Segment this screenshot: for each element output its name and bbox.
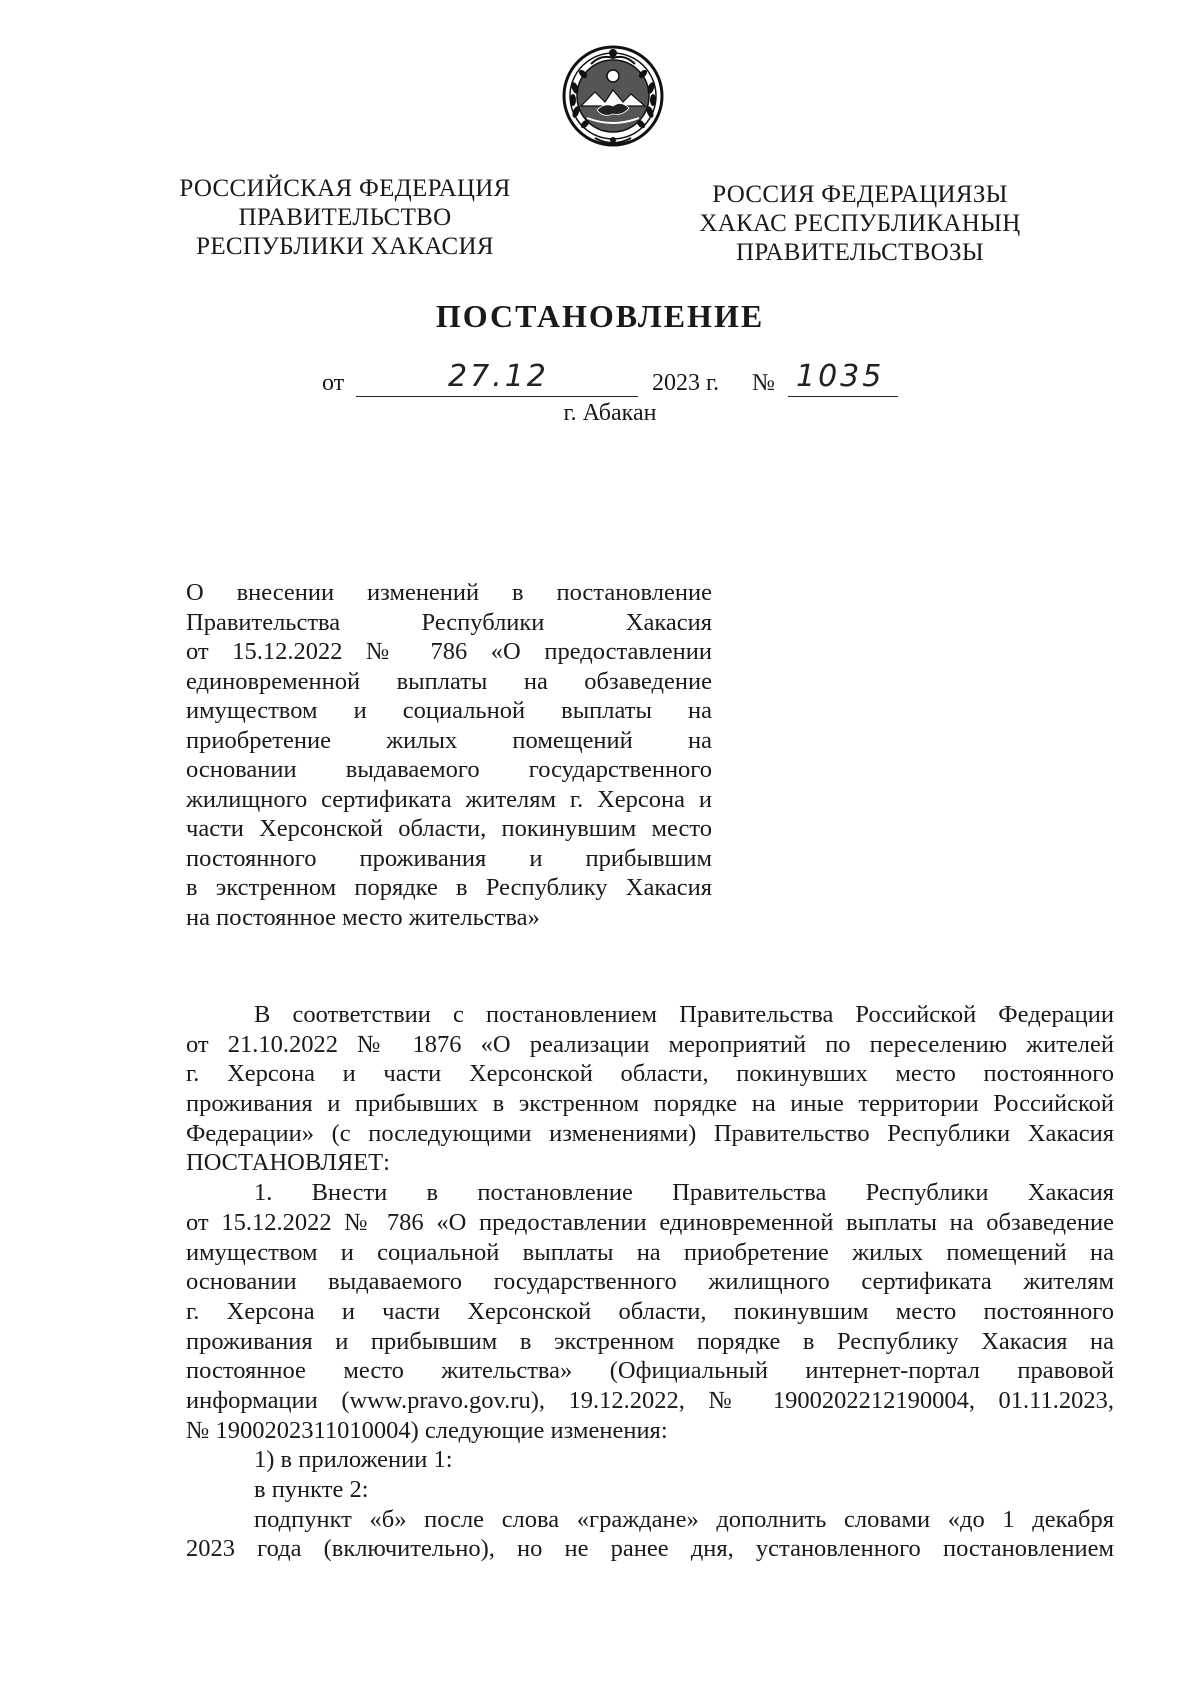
body-line: проживания и прибывших в экстренном порядке на иные территории Российской [186,1090,1114,1118]
body-line: г. Херсона и части Херсонской области, покинувших место постоянного [186,1060,1114,1088]
subject-line: на постоянное место жительства» [186,903,540,931]
body-line: проживания и прибывшим в экстренном порядке в Республику Хакасия на [186,1327,1114,1355]
number-handwritten: 1035 [796,359,885,394]
date-prefix: от [322,370,345,396]
body-line: 1. Внести в постановление Правительства Республики Хакасия [254,1179,1114,1207]
body-line: имуществом и социальной выплаты на приобретение жилых помещений на [186,1238,1114,1266]
body-line: от 15.12.2022 № 786 «О предоставлении единовременной выплаты на обзаведение [186,1208,1114,1236]
body-line: информации (www.pravo.gov.ru), 19.12.2022, № 1900202212190004, 01.11.2023, [186,1386,1114,1414]
body-line: 1) в приложении 1: [254,1446,453,1474]
body-line: от 21.10.2022 № 1876 «О реализации мероприятий по переселению жителей [186,1030,1114,1058]
subject-line: Правительства Республики Хакасия [186,608,712,636]
subject-line: в экстренном порядке в Республику Хакасия [186,874,712,901]
subject-line: единовременной выплаты на обзаведение [186,667,712,695]
body-line: ПОСТАНОВЛЯЕТ: [186,1149,390,1177]
document-body [186,1000,1114,1564]
header-left-line-2: ПРАВИТЕЛЬСТВО [238,204,452,231]
date-underline [356,396,638,397]
date-year: 2023 г. [652,370,720,396]
header-russian [170,174,520,261]
subject-line: основании выдаваемого государственного [186,756,712,783]
subject-line: от 15.12.2022 № 786 «О предоставлении [186,638,712,665]
document-subject [186,578,712,932]
number-label: № [752,370,775,396]
body-line: Федерации» (с последующими изменениями) Правительство Республики Хакасия [186,1119,1114,1147]
coat-of-arms-emblem [561,44,665,148]
header-right-line-2: ХАКАС РЕСПУБЛИКАНЫҢ [699,210,1021,237]
body-line: 2023 года (включительно), но не ранее дня, установленного постановлением [186,1535,1114,1563]
body-line: постоянное место жительства» (Официальный интернет-портал правовой [186,1357,1114,1385]
subject-line: части Херсонской области, покинувшим место [186,815,712,842]
header-left-line-1: РОССИЙСКАЯ ФЕДЕРАЦИЯ [179,175,511,202]
header-left-line-3: РЕСПУБЛИКИ ХАКАСИЯ [196,233,494,260]
body-line: подпункт «б» после слова «граждане» дополнить словами «до 1 декабря [254,1505,1114,1533]
body-line: № 1900202311010004) следующие изменения: [186,1416,668,1444]
document-type-title: ПОСТАНОВЛЕНИЕ [435,298,765,334]
subject-line: имуществом и социальной выплаты на [186,697,712,724]
khakassia-coat-of-arms-icon [561,44,665,148]
body-line: г. Херсона и части Херсонской области, покинувшим место постоянного [186,1297,1114,1325]
body-line: основании выдаваемого государственного жилищного сертификата жителям [186,1268,1114,1296]
header-khakas [680,180,1040,267]
subject-line: приобретение жилых помещений на [186,726,712,754]
date-handwritten: 27.12 [448,359,549,394]
header-right-line-1: РОССИЯ ФЕДЕРАЦИЯЗЫ [712,181,1008,208]
body-line: в пункте 2: [254,1476,369,1503]
city-name: г. Абакан [563,400,657,426]
header-right-line-3: ПРАВИТЕЛЬСТВОЗЫ [736,239,984,266]
subject-line: постоянного проживания и прибывшим [186,844,712,872]
body-line: В соответствии с постановлением Правительства Российской Федерации [254,1001,1114,1028]
subject-line: жилищного сертификата жителям г. Херсона и [186,785,712,813]
subject-line: О внесении изменений в постановление [186,579,712,606]
number-underline [788,396,898,397]
